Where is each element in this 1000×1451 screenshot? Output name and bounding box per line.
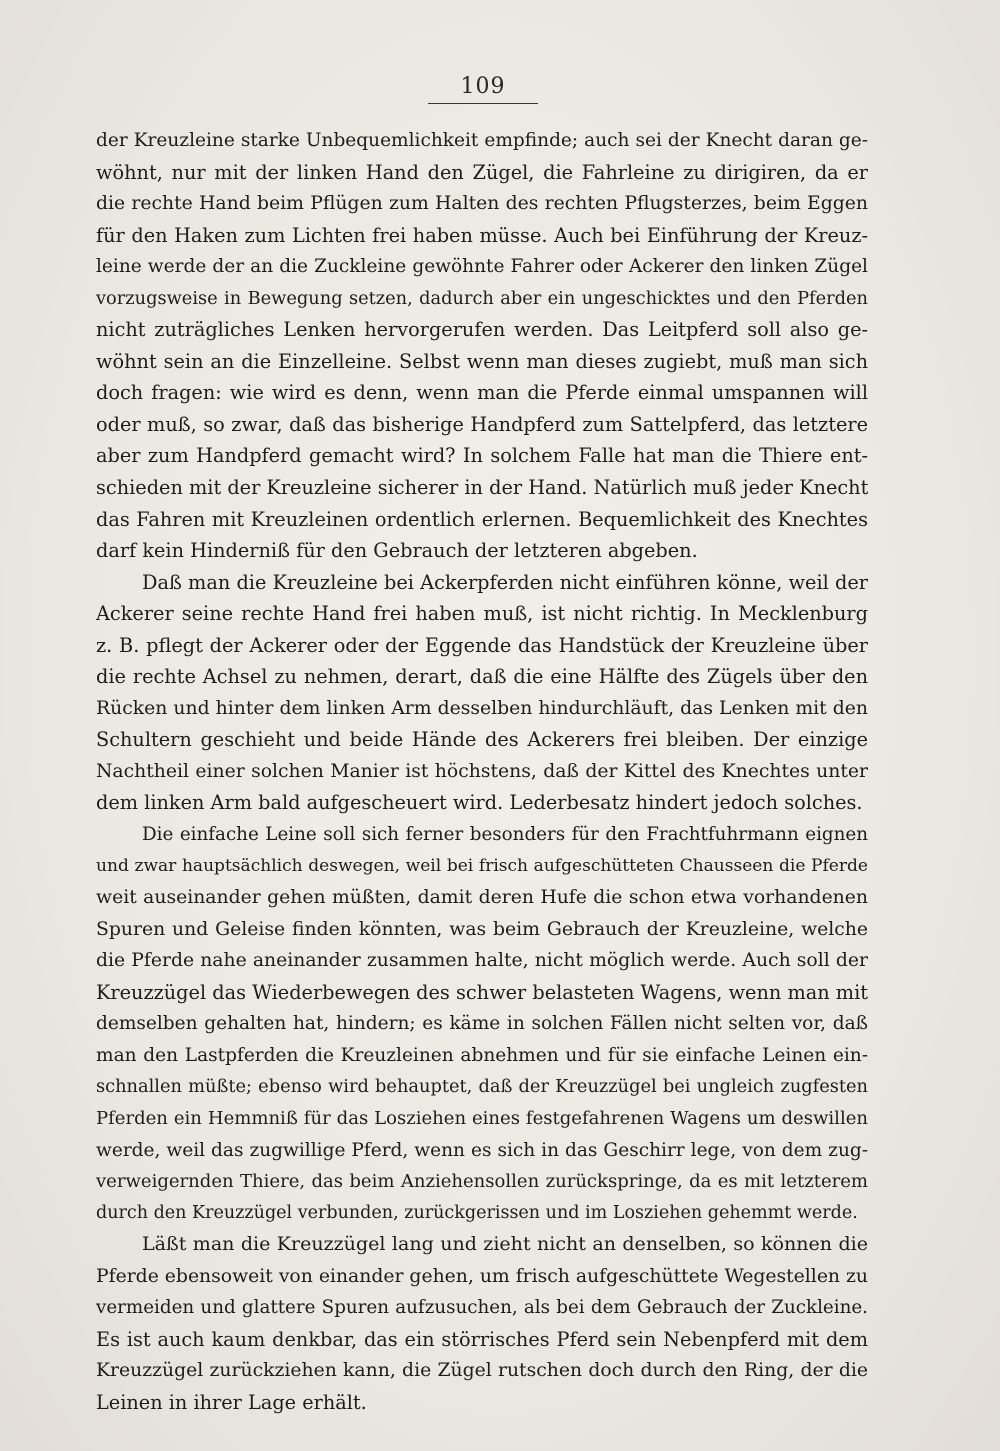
text-line: oder muß, so zwar, daß das bisherige Handpferd zum Sattelpferd, das letztere: [96, 412, 868, 436]
text-line: für den Haken zum Lichten frei haben müsse. Auch bei Einführung der Kreuz-: [96, 223, 868, 247]
paragraph: [96, 125, 868, 567]
text-line: leine werde der an die Zuckleine gewöhnte Fahrer oder Ackerer den linken Zügel: [96, 256, 868, 278]
text-line: Kreuzzügel zurückziehen kann, die Zügel rutschen doch durch den Ring, der die: [96, 1360, 868, 1382]
text-line: Pferde ebensoweit von einander gehen, um frisch aufgeschüttete Wegestellen zu: [96, 1265, 868, 1287]
text-line: demselben gehalten hat, hindern; es käme in solchen Fällen nicht selten vor, daß: [96, 1013, 868, 1035]
text-line: Es ist auch kaum denkbar, das ein störrisches Pferd sein Nebenpferd mit dem: [96, 1327, 868, 1351]
text-line: wöhnt, nur mit der linken Hand den Zügel, die Fahrleine zu dirigiren, da er: [96, 160, 868, 184]
body-text: [96, 125, 868, 1418]
text-line: Die einfache Leine soll sich ferner besonders für den Frachtfuhrmann eignen: [142, 824, 868, 846]
text-line: aber zum Handpferd gemacht wird? In solchem Falle hat man die Thiere ent-: [96, 444, 868, 468]
text-line: schieden mit der Kreuzleine sicherer in der Hand. Natürlich muß jeder Knecht: [96, 476, 868, 500]
text-line: die Pferde nahe aneinander zusammen halte, nicht möglich werde. Auch soll der: [96, 950, 868, 972]
text-line: Daß man die Kreuzleine bei Ackerpferden nicht einführen könne, weil der: [142, 570, 868, 594]
text-line: Kreuzzügel das Wiederbewegen des schwer belasteten Wagens, wenn man mit: [96, 980, 868, 1004]
text-line: Rücken und hinter dem linken Arm desselben hindurchläuft, das Lenken mit den: [96, 697, 868, 719]
text-line: die rechte Hand beim Pflügen zum Halten des rechten Pflugsterzes, beim Eggen: [96, 193, 868, 215]
page-number: 109: [460, 74, 506, 99]
text-line: und zwar hauptsächlich deswegen, weil bei frisch aufgeschütteten Chausseen die Pferde: [96, 855, 868, 876]
text-line: durch den Kreuzzügel verbunden, zurückgerissen und im Losziehen gehemmt werde.: [96, 1202, 858, 1223]
text-line: die rechte Achsel zu nehmen, derart, daß die eine Hälfte des Zügels über den: [96, 665, 868, 689]
text-line: der Kreuzleine starke Unbequemlichkeit empfinde; auch sei der Knecht daran ge-: [96, 130, 868, 151]
text-line: nicht zuträgliches Lenken hervorgerufen werden. Das Leitpferd soll also ge-: [96, 318, 868, 342]
paragraph: [96, 819, 868, 1229]
text-line: Schultern geschieht und beide Hände des Ackerers frei bleiben. Der einzige: [96, 728, 868, 752]
text-line: vermeiden und glattere Spuren aufzusuchen, als bei dem Gebrauch der Zuckleine.: [96, 1297, 868, 1319]
text-line: werde, weil das zugwillige Pferd, wenn es sich in das Geschirr lege, von dem zug-: [96, 1139, 868, 1161]
text-line: vorzugsweise in Bewegung setzen, dadurch aber ein ungeschicktes und den Pferden: [96, 287, 868, 309]
text-line: Nachtheil einer solchen Manier ist höchstens, daß der Kittel des Knechtes unter: [96, 760, 868, 782]
text-line: schnallen müßte; ebenso wird behauptet, daß der Kreuzzügel bei ungleich zugfesten: [96, 1076, 868, 1098]
text-line: doch fragen: wie wird es denn, wenn man die Pferde einmal umspannen will: [96, 381, 868, 405]
paragraph: [96, 567, 868, 819]
paragraph: [96, 1229, 868, 1418]
text-line: Ackerer seine rechte Hand frei haben muß, ist nicht richtig. In Mecklenburg: [96, 602, 868, 626]
text-line: Leinen in ihrer Lage erhält.: [96, 1390, 367, 1414]
text-line: man den Lastpferden die Kreuzleinen abnehmen und für sie einfache Leinen ein-: [96, 1044, 868, 1066]
text-line: Läßt man die Kreuzzügel lang und zieht nicht an denselben, so können die: [142, 1233, 868, 1256]
text-line: wöhnt sein an die Einzelleine. Selbst wenn man dieses zugiebt, muß man sich: [96, 349, 868, 373]
text-line: dem linken Arm bald aufgescheuert wird. Lederbesatz hindert jedoch solches.: [96, 791, 863, 815]
text-line: darf kein Hinderniß für den Gebrauch der letzteren abgeben.: [96, 539, 698, 563]
text-line: das Fahren mit Kreuzleinen ordentlich erlernen. Bequemlichkeit des Knechtes: [96, 507, 868, 531]
text-line: weit auseinander gehen müßten, damit deren Hufe die schon etwa vorhandenen: [96, 887, 868, 909]
header-rule: [428, 103, 538, 104]
text-line: Spuren und Geleise finden könnten, was beim Gebrauch der Kreuzleine, welche: [96, 918, 868, 940]
text-line: Pferden ein Hemmniß für das Losziehen eines festgefahrenen Wagens um deswillen: [96, 1107, 868, 1129]
text-line: z. B. pflegt der Ackerer oder der Eggende das Handstück der Kreuzleine über: [96, 633, 868, 657]
text-line: verweigernden Thiere, das beim Anziehensollen zurückspringe, da es mit letzterem: [96, 1171, 868, 1193]
